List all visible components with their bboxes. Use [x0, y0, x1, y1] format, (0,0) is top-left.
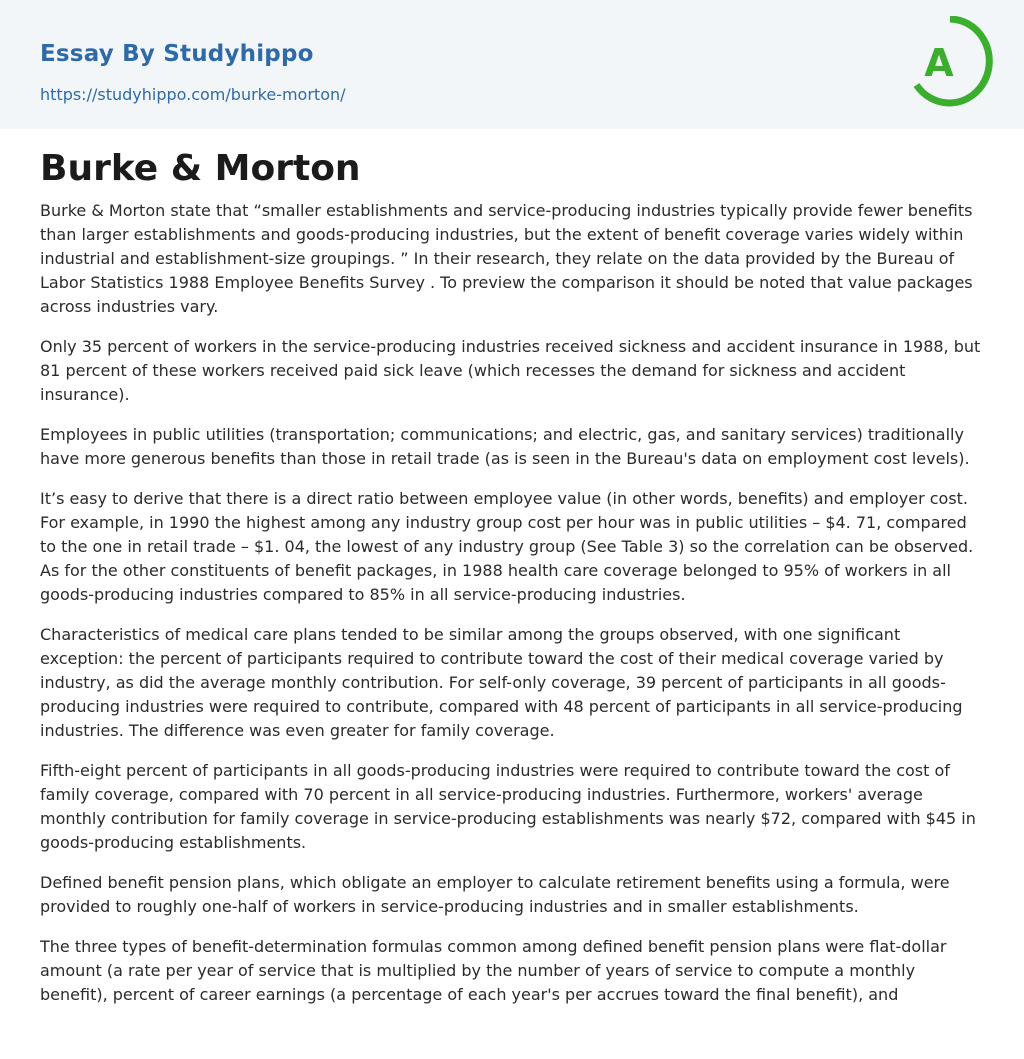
essay-url-link[interactable]: https://studyhippo.com/burke-morton/ [40, 85, 346, 104]
paragraph: The three types of benefit-determination formulas common among defined benefit pension plans were flat-dollar amount (a rate per year of service that is multiplied by the number of years of service to compute a monthly benefit), percent of career earnings (a percentage of each year's per accrues toward the final benefit), and [40, 937, 947, 1004]
paragraph: Burke & Morton state that “smaller establishments and service-producing industries typically provide fewer benefits than larger establishments and goods-producing industries, but the extent of benefit coverage varies widely within industrial and establishment-size groupings. ” In their research, they relate on the data provided by the Bureau of Labor Statistics 1988 Employee Benefits Survey . To preview the comparison it should be noted that value packages across industries vary. [40, 201, 973, 316]
site-brand[interactable]: Essay By Studyhippo [40, 41, 314, 67]
paragraph: Defined benefit pension plans, which obligate an employer to calculate retirement benefits using a formula, were provided to roughly one-half of workers in service-producing industries and in smaller establishments. [40, 873, 950, 916]
paragraph: Employees in public utilities (transportation; communications; and electric, gas, and sanitary services) traditionally have more generous benefits than those in retail trade (as is seen in the Bureau's data on employment cost levels). [40, 425, 970, 468]
paragraph: Fifth-eight percent of participants in all goods-producing industries were required to contribute toward the cost of family coverage, compared with 70 percent in all service-producing industries. Furthermore, workers' average monthly contribution for family coverage in service-producing establishments was nearly $72, compared with $45 in goods-producing establishments. [40, 761, 976, 852]
logo-letter: A [924, 41, 954, 85]
article [0, 147, 1024, 1007]
studyhippo-logo-icon[interactable] [907, 16, 993, 108]
paragraph: Characteristics of medical care plans tended to be similar among the groups observed, with one significant exception: the percent of participants required to contribute toward the cost of their medical coverage varied by industry, as did the average monthly contribution. For self-only coverage, 39 percent of participants in all goods-producing industries were required to contribute, compared with 48 percent of participants in all service-producing industries. The difference was even greater for family coverage. [40, 625, 963, 740]
paragraph: It’s easy to derive that there is a direct ratio between employee value (in other words, benefits) and employer cost. For example, in 1990 the highest among any industry group cost per hour was in public utilities – $4. 71, compared to the one in retail trade – $1. 04, the lowest of any industry group (See Table 3) so the correlation can be observed. As for the other constituents of benefit packages, in 1988 health care coverage belonged to 95% of workers in all goods-producing industries compared to 85% in all service-producing industries. [40, 489, 974, 604]
site-header [0, 0, 1024, 129]
paragraph: Only 35 percent of workers in the service-producing industries received sickness and accident insurance in 1988, but 81 percent of these workers received paid sick leave (which recesses the demand for sickness and accident insurance). [40, 337, 981, 404]
page-title: Burke & Morton [40, 148, 361, 189]
